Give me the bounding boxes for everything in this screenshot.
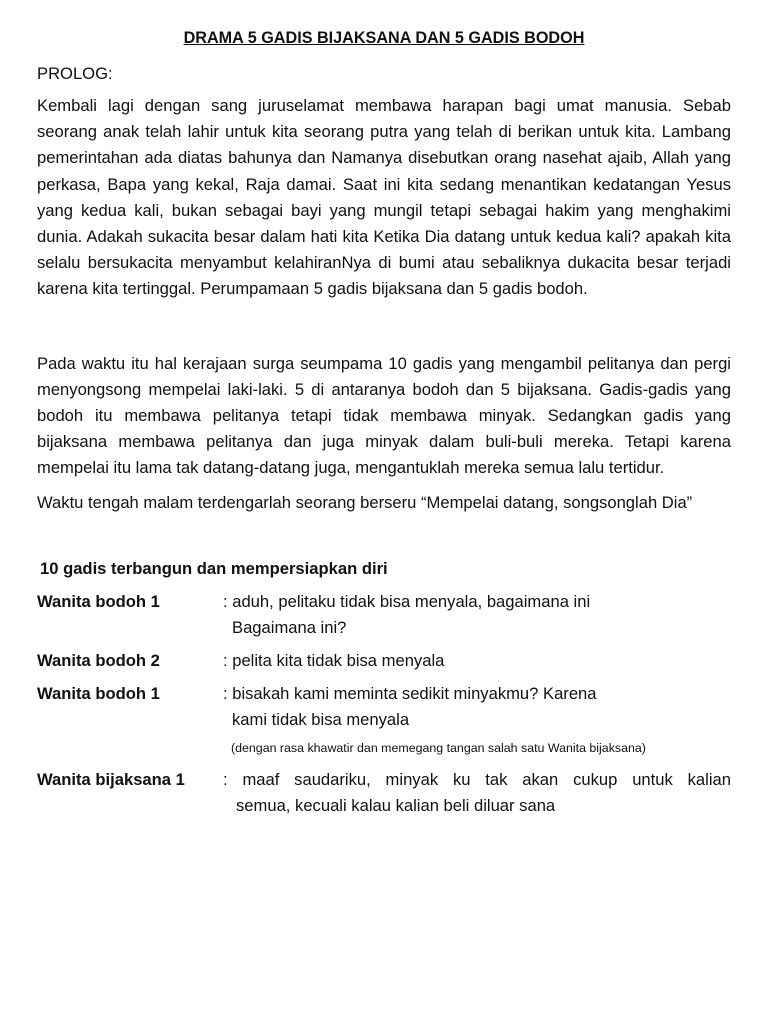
speaker-name: Wanita bodoh 1: [37, 591, 160, 611]
dialogue-text-line-1: : pelita kita tidak bisa menyala: [223, 650, 445, 670]
dialogue-line: [37, 589, 731, 641]
speaker-name: Wanita bodoh 2: [37, 650, 160, 670]
dialogue-text-line-2: semua, kecuali kalau kalian beli diluar sana: [236, 795, 556, 815]
dialogue-text: [223, 648, 731, 674]
speaker-name: Wanita bijaksana 1: [37, 769, 185, 789]
stage-direction: (dengan rasa khawatir dan memegang tangan salah satu Wanita bijaksana): [231, 740, 646, 755]
dialogue-line: [37, 681, 731, 733]
scene-heading: 10 gadis terbangun dan mempersiapkan diri: [40, 558, 388, 578]
midnight-paragraph: Waktu tengah malam terdengarlah seorang berseru “Mempelai datang, songsonglah Dia”: [37, 492, 693, 512]
dialogue-text-line-1: : aduh, pelitaku tidak bisa menyala, bagaimana ini: [223, 591, 591, 611]
narration-paragraph: Pada waktu itu hal kerajaan surga seumpama 10 gadis yang mengambil pelitanya dan pergi menyongsong mempelai laki-laki. 5 di antaranya bodoh dan 5 bijaksana. Gadis-gadis yang bodoh itu membawa pelitanya tetapi tidak membawa minyak. Sedangkan gadis yang bijaksana membawa pelitanya dan juga minyak dalam buli-buli mereka. Tetapi karena mempelai itu lama tak datang-datang juga, mengantuklah mereka semua lalu tertidur.: [37, 353, 731, 478]
prolog-label: PROLOG:: [37, 64, 113, 83]
dialogue-text-line-1: : bisakah kami meminta sedikit minyakmu? Karena: [223, 683, 597, 703]
document-page: [37, 26, 731, 826]
prolog-paragraph: Kembali lagi dengan sang juruselamat membawa harapan bagi umat manusia. Sebab seorang anak telah lahir untuk kita seorang putra yang telah di berikan untuk kita. Lambang pemerintahan ada diatas bahunya dan Namanya disebutkan orang nasehat ajaib, Allah yang perkasa, Bapa yang kekal, Raja damai. Saat ini kita sedang menantikan kedatangan Yesus yang kedua kali, bukan sebagai bayi yang mungil tetapi sebagai hakim yang menghakimi dunia. Adakah sukacita besar dalam hati kita Ketika Dia datang untuk kedua kali? apakah kita selalu bersukacita menyambut kelahiranNya di bumi atau sebaliknya dukacita besar terjadi karena kita tertinggal. Perumpamaan 5 gadis bijaksana dan 5 gadis bodoh.: [37, 96, 731, 299]
speaker-name: Wanita bodoh 1: [37, 683, 160, 703]
dialogue-text: [223, 589, 731, 641]
dialogue-line: [37, 767, 731, 819]
dialogue-line: [37, 648, 731, 674]
dialogue-text-line-2: kami tidak bisa menyala: [232, 709, 410, 729]
dialogue-text: [223, 767, 731, 819]
dialogue-text-line-2: Bagaimana ini?: [232, 617, 347, 637]
dialogue-text: [223, 681, 731, 733]
document-title: DRAMA 5 GADIS BIJAKSANA DAN 5 GADIS BODOH: [183, 29, 585, 47]
dialogue-text-line-1: : maaf saudariku, minyak ku tak akan cukup untuk kalian: [223, 769, 731, 789]
